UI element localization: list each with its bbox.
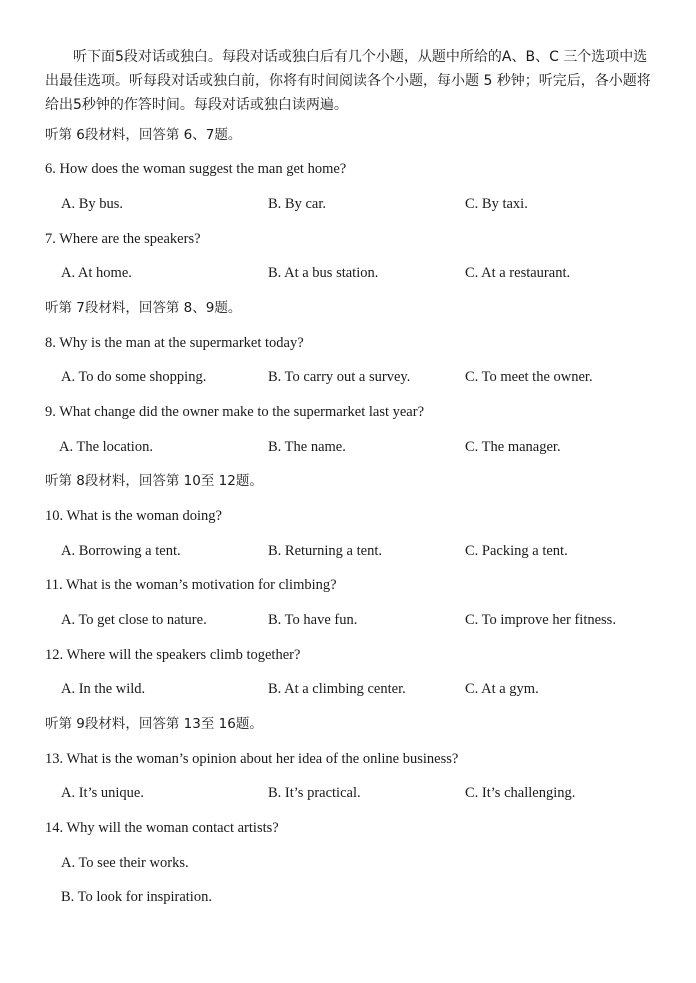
question-13-option-a: A. It’s unique. <box>61 785 144 801</box>
question-9: 9. What change did the owner make to the supermarket last year? <box>45 404 425 420</box>
question-14-option-a: A. To see their works. <box>61 855 189 871</box>
question-9-option-a: A. The location. <box>59 439 153 455</box>
question-6-option-b: B. By car. <box>268 196 326 212</box>
question-8-option-b: B. To carry out a survey. <box>268 369 411 385</box>
question-6-option-c: C. By taxi. <box>465 196 528 212</box>
question-12-option-c: C. At a gym. <box>465 681 539 697</box>
question-10: 10. What is the woman doing? <box>45 508 222 524</box>
question-12-option-a: A. In the wild. <box>61 681 146 697</box>
listening-instructions: 听下面5段对话或独白。每段对话或独白后有几个小题，从题中所给的A、B、C 三个选项中选出最佳选项。听每段对话或独白前，你将有时间阅读各个小题，每小题 5 秒钟；听完后，各小题将给出5秒钟的作答时间。每段对话或独白读两遍。 <box>45 49 651 113</box>
question-12-option-b: B. At a climbing center. <box>268 681 406 697</box>
question-8-option-a: A. To do some shopping. <box>61 369 207 385</box>
question-10-option-b: B. Returning a tent. <box>268 543 382 559</box>
question-6-option-a: A. By bus. <box>61 196 124 212</box>
section-heading-7: 听第 7段材料，回答第 8、9题。 <box>45 300 242 316</box>
question-7-option-c: C. At a restaurant. <box>465 265 571 281</box>
section-heading-6: 听第 6段材料，回答第 6、7题。 <box>45 127 242 143</box>
question-6: 6. How does the woman suggest the man get home? <box>45 161 347 177</box>
question-7-option-a: A. At home. <box>61 265 132 281</box>
question-14: 14. Why will the woman contact artists? <box>45 820 279 836</box>
question-13: 13. What is the woman’s opinion about her idea of the online business? <box>45 751 459 767</box>
question-7-option-b: B. At a bus station. <box>268 265 379 281</box>
question-11: 11. What is the woman’s motivation for climbing? <box>45 577 337 593</box>
question-11-option-b: B. To have fun. <box>268 612 358 628</box>
question-8: 8. Why is the man at the supermarket today? <box>45 335 304 351</box>
question-14-option-b: B. To look for inspiration. <box>61 889 212 905</box>
section-heading-8: 听第 8段材料，回答第 10至 12题。 <box>45 473 263 489</box>
question-13-option-b: B. It’s practical. <box>268 785 361 801</box>
question-9-option-c: C. The manager. <box>465 439 561 455</box>
question-11-option-c: C. To improve her fitness. <box>465 612 616 628</box>
question-8-option-c: C. To meet the owner. <box>465 369 593 385</box>
question-11-option-a: A. To get close to nature. <box>61 612 207 628</box>
question-13-option-c: C. It’s challenging. <box>465 785 576 801</box>
question-9-option-b: B. The name. <box>268 439 346 455</box>
question-12: 12. Where will the speakers climb together? <box>45 647 301 663</box>
section-heading-9: 听第 9段材料，回答第 13至 16题。 <box>45 716 263 732</box>
question-7: 7. Where are the speakers? <box>45 231 201 247</box>
question-10-option-a: A. Borrowing a tent. <box>61 543 181 559</box>
question-10-option-c: C. Packing a tent. <box>465 543 568 559</box>
